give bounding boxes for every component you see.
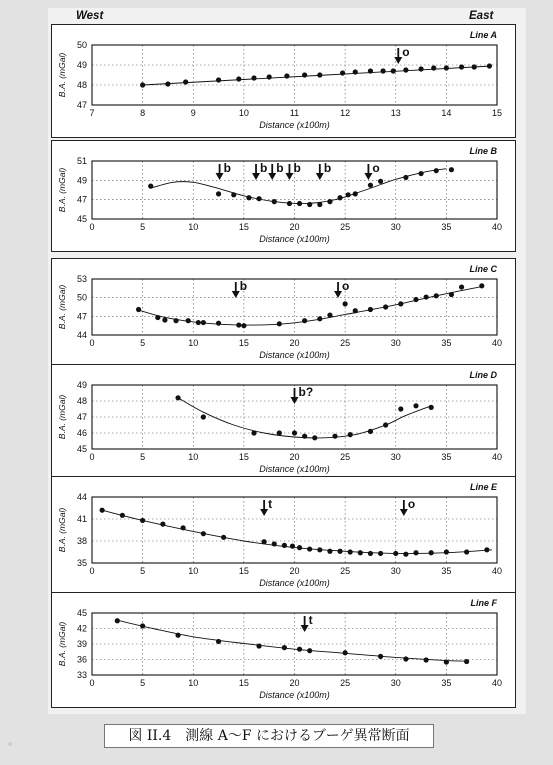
chart-svg — [52, 141, 515, 251]
data-point — [272, 541, 277, 546]
annotation-label: b — [293, 161, 301, 175]
data-point — [479, 283, 484, 288]
data-point — [175, 395, 180, 400]
data-point — [358, 550, 363, 555]
data-point — [368, 429, 373, 434]
x-tick-label: 10 — [238, 108, 249, 118]
x-tick-label: 0 — [89, 678, 95, 688]
x-tick-label: 14 — [441, 108, 452, 118]
x-tick-label: 20 — [289, 222, 300, 232]
data-point — [221, 535, 226, 540]
y-tick-label: 53 — [76, 274, 87, 284]
y-tick-label: 50 — [76, 40, 87, 50]
x-tick-label: 25 — [340, 222, 351, 232]
y-axis-label: B.A. (mGal) — [57, 52, 67, 98]
y-axis-label: B.A. (mGal) — [57, 621, 67, 667]
data-point — [100, 508, 105, 513]
x-axis-label: Distance (x100m) — [259, 120, 330, 130]
data-point — [424, 294, 429, 299]
chart-line-f — [51, 592, 516, 708]
data-point — [383, 422, 388, 427]
annotation-label: b? — [298, 385, 314, 399]
annotation-arrow-head — [252, 173, 260, 180]
x-tick-label: 0 — [89, 222, 95, 232]
annotation-label: b — [260, 161, 268, 175]
y-tick-label: 41 — [76, 514, 87, 524]
line-title: Line C — [469, 264, 497, 274]
x-tick-label: 40 — [491, 452, 503, 462]
annotation-label: t — [308, 613, 313, 627]
annotation-arrow-head — [216, 173, 224, 180]
data-point — [413, 403, 418, 408]
annotation-arrow-head — [291, 397, 299, 404]
data-point — [327, 199, 332, 204]
chart-line-e — [51, 476, 516, 596]
data-point — [391, 68, 396, 73]
x-tick-label: 10 — [188, 566, 199, 576]
data-point — [368, 68, 373, 73]
x-tick-label: 30 — [390, 678, 401, 688]
data-point — [140, 518, 145, 523]
data-point — [378, 654, 383, 659]
x-axis-label: Distance (x100m) — [259, 578, 330, 588]
data-point — [216, 639, 221, 644]
data-point — [282, 543, 287, 548]
data-point — [378, 179, 383, 184]
x-tick-label: 35 — [441, 566, 452, 576]
data-point — [251, 75, 256, 80]
data-point — [183, 79, 188, 84]
x-tick-label: 30 — [390, 452, 401, 462]
chart-svg — [52, 477, 515, 595]
y-tick-label: 51 — [76, 156, 87, 166]
trend-curve — [178, 398, 431, 438]
y-tick-label: 35 — [76, 558, 87, 568]
data-point — [297, 201, 302, 206]
x-tick-label: 8 — [140, 108, 146, 118]
data-point — [332, 434, 337, 439]
annotation-label: b — [276, 161, 284, 175]
x-tick-label: 0 — [89, 338, 95, 348]
annotation-label: o — [402, 45, 410, 59]
annotation-arrow-head — [232, 291, 240, 298]
x-tick-label: 40 — [491, 678, 503, 688]
data-point — [348, 432, 353, 437]
data-point — [378, 551, 383, 556]
data-point — [431, 65, 436, 70]
x-axis-label: Distance (x100m) — [259, 464, 330, 474]
data-point — [403, 67, 408, 72]
x-tick-label: 15 — [238, 338, 249, 348]
y-axis-label: B.A. (mGal) — [57, 507, 67, 553]
x-tick-label: 20 — [289, 452, 300, 462]
data-point — [353, 69, 358, 74]
data-point — [302, 434, 307, 439]
corner-mark: ○ — [8, 741, 13, 748]
annotation-label: o — [407, 497, 416, 511]
chart-svg — [52, 365, 515, 481]
line-title: Line F — [470, 598, 497, 608]
data-point — [317, 316, 322, 321]
x-tick-label: 35 — [441, 222, 452, 232]
data-point — [241, 323, 246, 328]
y-tick-label: 45 — [76, 444, 87, 454]
x-tick-label: 25 — [340, 452, 351, 462]
y-tick-label: 48 — [76, 396, 87, 406]
data-point — [175, 633, 180, 638]
data-point — [327, 549, 332, 554]
x-tick-label: 10 — [188, 452, 199, 462]
x-tick-label: 10 — [188, 222, 199, 232]
y-tick-label: 36 — [76, 654, 87, 665]
x-tick-label: 20 — [289, 338, 300, 348]
x-tick-label: 0 — [89, 566, 95, 576]
data-point — [246, 195, 251, 200]
y-tick-label: 48 — [76, 80, 87, 90]
data-point — [140, 623, 145, 628]
x-tick-label: 20 — [289, 566, 300, 576]
x-tick-label: 30 — [390, 338, 401, 348]
data-point — [464, 549, 469, 554]
data-point — [368, 183, 373, 188]
x-tick-label: 40 — [491, 222, 503, 232]
x-tick-label: 11 — [289, 108, 300, 118]
data-point — [472, 64, 477, 69]
data-point — [282, 645, 287, 650]
y-tick-label: 49 — [76, 380, 87, 390]
data-point — [348, 549, 353, 554]
data-point — [413, 297, 418, 302]
data-point — [317, 202, 322, 207]
chart-line-b — [51, 140, 516, 252]
data-point — [277, 321, 282, 326]
data-point — [383, 304, 388, 309]
annotation-arrow-head — [400, 509, 408, 516]
annotation-arrow-head — [394, 57, 402, 64]
x-tick-label: 40 — [491, 566, 503, 576]
x-tick-label: 5 — [140, 566, 146, 576]
y-tick-label: 45 — [76, 214, 87, 224]
data-point — [216, 191, 221, 196]
x-tick-label: 12 — [340, 108, 351, 118]
data-point — [267, 74, 272, 79]
data-point — [201, 414, 206, 419]
data-point — [429, 405, 434, 410]
west-label: West — [76, 10, 104, 22]
annotation-arrow-head — [268, 173, 276, 180]
data-point — [418, 66, 423, 71]
x-tick-label: 30 — [390, 566, 401, 576]
data-point — [307, 648, 312, 653]
annotation-arrow-head — [316, 173, 324, 180]
y-tick-label: 38 — [76, 536, 87, 546]
data-point — [297, 647, 302, 652]
y-axis-label: B.A. (mGal) — [57, 284, 67, 330]
x-tick-label: 35 — [441, 338, 452, 348]
data-point — [120, 513, 125, 518]
data-point — [398, 301, 403, 306]
data-point — [418, 171, 423, 176]
data-point — [297, 545, 302, 550]
data-point — [251, 430, 256, 435]
data-point — [231, 192, 236, 197]
data-point — [262, 539, 267, 544]
y-tick-label: 49 — [76, 175, 87, 186]
x-tick-label: 25 — [340, 338, 351, 348]
data-point — [136, 307, 141, 312]
line-title: Line B — [469, 146, 497, 156]
data-point — [343, 301, 348, 306]
y-tick-label: 44 — [76, 330, 87, 340]
data-point — [165, 81, 170, 86]
x-tick-label: 15 — [491, 108, 503, 118]
data-point — [434, 293, 439, 298]
annotation-label: b — [239, 279, 248, 293]
y-tick-label: 39 — [76, 639, 87, 649]
data-point — [343, 650, 348, 655]
y-tick-label: 33 — [76, 670, 87, 680]
data-point — [459, 64, 464, 69]
data-point — [368, 307, 373, 312]
annotation-label: b — [223, 161, 231, 175]
data-point — [292, 430, 297, 435]
y-tick-label: 47 — [76, 100, 87, 110]
x-tick-label: 5 — [140, 338, 146, 348]
data-point — [449, 167, 454, 172]
annotation-label: o — [372, 161, 380, 175]
data-point — [459, 284, 464, 289]
data-point — [216, 321, 221, 326]
line-title: Line E — [469, 482, 497, 492]
data-point — [140, 82, 145, 87]
x-tick-label: 5 — [140, 678, 146, 688]
data-point — [272, 199, 277, 204]
y-tick-label: 44 — [76, 492, 87, 502]
east-label: East — [469, 10, 494, 22]
data-point — [173, 318, 178, 323]
data-point — [201, 320, 206, 325]
y-axis-label: B.A. (mGal) — [57, 394, 67, 440]
data-point — [317, 72, 322, 77]
data-point — [162, 317, 167, 322]
data-point — [429, 550, 434, 555]
chart-svg — [52, 593, 515, 707]
data-point — [148, 184, 153, 189]
annotation-arrow-head — [260, 509, 268, 516]
data-point — [201, 531, 206, 536]
data-point — [236, 322, 241, 327]
data-point — [115, 618, 120, 623]
x-tick-label: 10 — [188, 678, 199, 688]
data-point — [317, 547, 322, 552]
annotation-arrow-head — [301, 625, 309, 632]
data-point — [346, 192, 351, 197]
annotation-arrow-head — [285, 173, 293, 180]
x-axis-label: Distance (x100m) — [259, 350, 330, 360]
data-point — [487, 63, 492, 68]
data-point — [277, 430, 282, 435]
figure-caption: 図 II.4 測線 A～F におけるブーゲ異常断面 — [104, 724, 434, 748]
x-tick-label: 15 — [238, 222, 249, 232]
data-point — [256, 643, 261, 648]
line-title: Line D — [469, 370, 497, 380]
data-point — [340, 70, 345, 75]
data-point — [434, 168, 439, 173]
annotation-arrow-head — [334, 291, 342, 298]
x-tick-label: 7 — [89, 108, 95, 118]
data-point — [424, 657, 429, 662]
x-tick-label: 13 — [390, 108, 401, 118]
annotation-label: o — [342, 279, 350, 293]
x-tick-label: 10 — [188, 338, 199, 348]
chart-svg — [52, 25, 515, 137]
data-point — [160, 522, 165, 527]
annotation-label: t — [268, 497, 273, 511]
data-point — [393, 551, 398, 556]
x-tick-label: 15 — [238, 678, 249, 688]
x-tick-label: 15 — [238, 566, 249, 576]
data-point — [484, 547, 489, 552]
y-tick-label: 45 — [76, 608, 87, 618]
y-tick-label: 46 — [76, 428, 87, 438]
data-point — [196, 320, 201, 325]
data-point — [337, 549, 342, 554]
x-tick-label: 5 — [140, 452, 146, 462]
data-point — [444, 659, 449, 664]
data-point — [444, 65, 449, 70]
data-point — [216, 77, 221, 82]
y-tick-label: 42 — [76, 623, 87, 634]
data-point — [290, 544, 295, 549]
chart-line-d — [51, 364, 516, 482]
data-point — [186, 318, 191, 323]
y-tick-label: 47 — [76, 412, 87, 422]
x-tick-label: 5 — [140, 222, 146, 232]
data-point — [302, 318, 307, 323]
data-point — [287, 201, 292, 206]
data-point — [312, 435, 317, 440]
x-tick-label: 0 — [89, 452, 95, 462]
x-tick-label: 35 — [441, 452, 452, 462]
x-tick-label: 25 — [340, 566, 351, 576]
y-tick-label: 47 — [76, 194, 87, 205]
y-tick-label: 47 — [76, 311, 87, 322]
data-point — [398, 406, 403, 411]
x-tick-label: 15 — [238, 452, 249, 462]
data-point — [353, 308, 358, 313]
x-tick-label: 30 — [390, 222, 401, 232]
data-point — [236, 76, 241, 81]
data-point — [302, 72, 307, 77]
x-axis-label: Distance (x100m) — [259, 690, 330, 700]
data-point — [327, 312, 332, 317]
chart-line-a — [51, 24, 516, 138]
annotation-label: b — [323, 161, 332, 175]
y-tick-label: 49 — [76, 60, 87, 70]
data-point — [181, 525, 186, 530]
data-point — [444, 549, 449, 554]
data-point — [368, 551, 373, 556]
data-point — [353, 191, 358, 196]
data-point — [413, 550, 418, 555]
x-tick-label: 9 — [190, 108, 196, 118]
data-point — [284, 73, 289, 78]
chart-line-c — [51, 258, 516, 368]
data-point — [256, 196, 261, 201]
x-tick-label: 40 — [491, 338, 503, 348]
chart-svg — [52, 259, 515, 367]
data-point — [337, 195, 342, 200]
annotation-arrow-head — [364, 173, 372, 180]
line-title: Line A — [469, 30, 497, 40]
data-point — [307, 202, 312, 207]
data-point — [403, 175, 408, 180]
x-tick-label: 25 — [340, 678, 351, 688]
x-tick-label: 20 — [289, 678, 300, 688]
data-point — [403, 552, 408, 557]
x-axis-label: Distance (x100m) — [259, 234, 330, 244]
data-point — [449, 292, 454, 297]
trend-curve — [117, 620, 466, 661]
data-point — [155, 315, 160, 320]
data-point — [464, 659, 469, 664]
data-point — [307, 546, 312, 551]
x-tick-label: 35 — [441, 678, 452, 688]
y-axis-label: B.A. (mGal) — [57, 167, 67, 213]
data-point — [403, 656, 408, 661]
y-tick-label: 50 — [76, 292, 87, 303]
data-point — [380, 68, 385, 73]
